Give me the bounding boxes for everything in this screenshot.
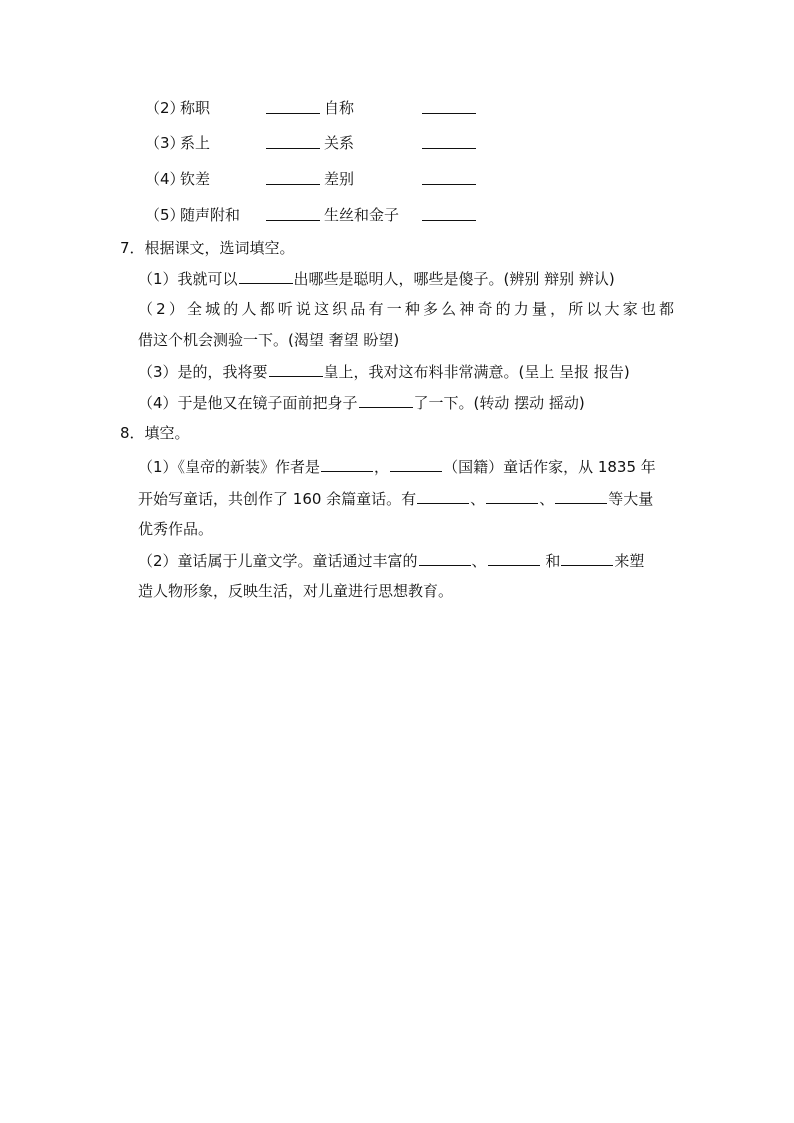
- row-number: （5）: [145, 206, 185, 224]
- word-2: 关系: [324, 134, 355, 152]
- q8-p2-and: 和: [540, 552, 561, 570]
- q8-p1-text-d: 开始写童话，共创作了 160 余篇童话。有: [138, 490, 417, 508]
- word-1: 随声附和: [180, 206, 241, 224]
- answer-blank[interactable]: [555, 488, 607, 504]
- q7-sentence-1: [138, 268, 615, 289]
- answer-blank[interactable]: [239, 268, 293, 284]
- row-number: （4）: [145, 170, 185, 188]
- q8-p1-sep-2: 、: [539, 490, 555, 508]
- answer-blank[interactable]: [488, 550, 540, 566]
- answer-blank[interactable]: [561, 550, 613, 566]
- q8-p1-text-e: 等大量: [608, 490, 654, 508]
- q7-s4-text-b: 了一下。(转动 摆动 摇动): [413, 394, 585, 412]
- q8-paragraph-1-line-2: [138, 488, 653, 509]
- q8-p2-text-b: 来塑: [614, 552, 645, 570]
- q8-p1-text-c: （国籍）童话作家，从 1835 年: [443, 458, 656, 476]
- answer-blank[interactable]: [359, 392, 413, 408]
- q6-row: [0, 133, 794, 155]
- q7-sentence-4: [138, 392, 585, 413]
- answer-blank[interactable]: [419, 550, 471, 566]
- q7-sentence-2-line-2: 借这个机会测验一下。(渴望 奢望 盼望): [138, 331, 400, 349]
- q8-p2-sep: 、: [471, 552, 487, 570]
- q8-paragraph-2-line-1: [138, 550, 644, 571]
- word-2: 生丝和金子: [324, 206, 400, 224]
- word-2: 差别: [324, 170, 355, 188]
- answer-blank[interactable]: [486, 488, 538, 504]
- word-1: 称职: [180, 99, 211, 117]
- answer-blank[interactable]: [266, 98, 320, 114]
- answer-blank[interactable]: [422, 133, 476, 149]
- answer-blank[interactable]: [266, 169, 320, 185]
- q7-s4-text-a: （4）于是他又在镜子面前把身子: [138, 394, 358, 412]
- word-1: 系上: [180, 134, 211, 152]
- q8-paragraph-1-line-3: 优秀作品。: [138, 520, 214, 538]
- answer-blank[interactable]: [266, 133, 320, 149]
- q7-s1-text-b: 出哪些是聪明人，哪些是傻子。(辨别 辩别 辨认): [293, 270, 615, 288]
- q8-paragraph-1-line-1: [138, 456, 656, 477]
- answer-blank[interactable]: [266, 205, 320, 221]
- q7-s1-text-a: （1）我就可以: [138, 270, 238, 288]
- q6-row: [0, 98, 794, 120]
- word-2: 自称: [324, 99, 355, 117]
- q7-title: 7．根据课文，选词填空。: [120, 239, 295, 257]
- answer-blank[interactable]: [422, 98, 476, 114]
- q7-s3-text-a: （3）是的，我将要: [138, 363, 268, 381]
- answer-blank[interactable]: [390, 456, 442, 472]
- q7-sentence-3: [138, 361, 630, 382]
- q8-title: 8．填空。: [120, 424, 190, 442]
- q6-row: [0, 169, 794, 191]
- answer-blank[interactable]: [269, 361, 323, 377]
- row-number: （3）: [145, 134, 185, 152]
- answer-blank[interactable]: [321, 456, 373, 472]
- answer-blank[interactable]: [417, 488, 469, 504]
- q6-row: [0, 205, 794, 227]
- q8-p1-sep-1: 、: [470, 490, 486, 508]
- answer-blank[interactable]: [422, 169, 476, 185]
- q7-s3-text-b: 皇上，我对这布料非常满意。(呈上 呈报 报告): [323, 363, 630, 381]
- word-1: 钦差: [180, 170, 211, 188]
- row-number: （2）: [145, 99, 185, 117]
- q8-p1-comma: ，: [374, 458, 390, 476]
- q7-sentence-2-line-1: （2）全城的人都听说这织品有一种多么神奇的力量，所以大家也都: [138, 300, 674, 318]
- q8-p1-text-a: （1）《皇帝的新装》作者是: [138, 458, 321, 476]
- answer-blank[interactable]: [422, 205, 476, 221]
- q8-paragraph-2-line-2: 造人物形象，反映生活，对儿童进行思想教育。: [138, 582, 454, 600]
- q8-p2-text-a: （2）童话属于儿童文学。童话通过丰富的: [138, 552, 418, 570]
